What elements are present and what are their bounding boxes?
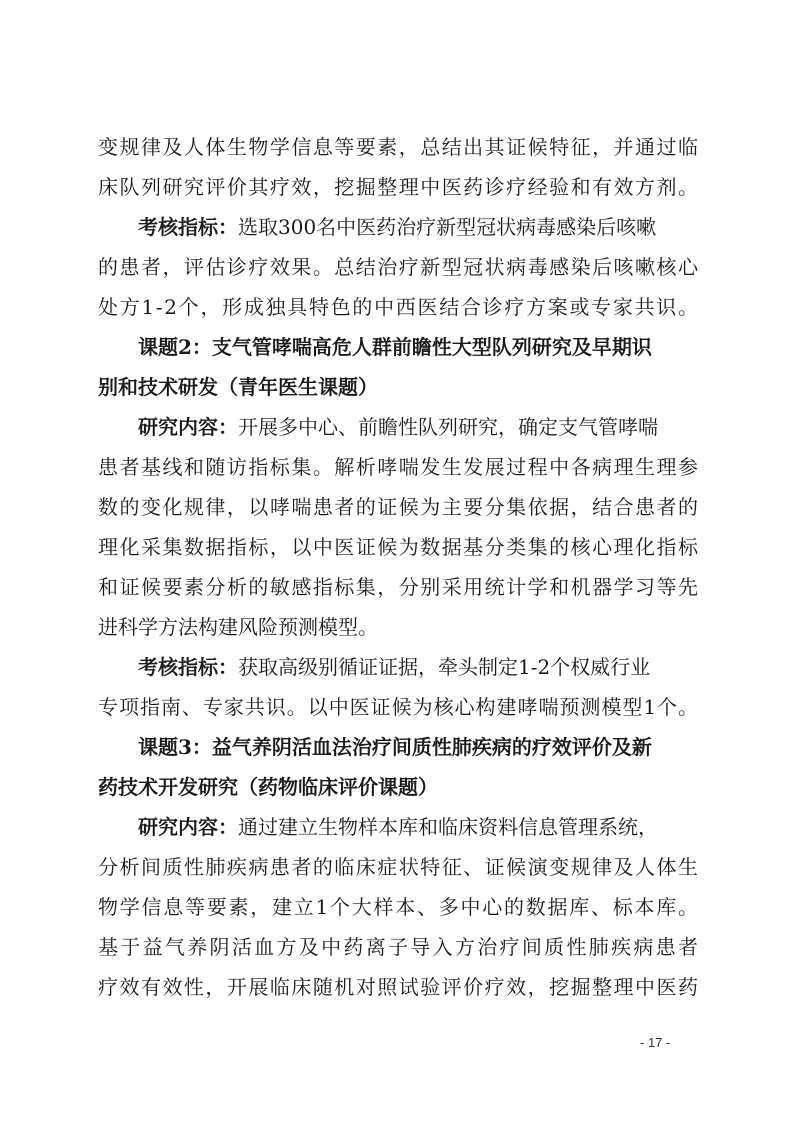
- paragraph-line: 患者基线和随访指标集。解析哮喘发生发展过程中各病理生理参: [98, 455, 700, 479]
- paragraph-line: 基于益气养阴活血方及中药离子导入方治疗间质性肺疾病患者: [98, 935, 701, 959]
- subject-heading: 药技术开发研究（药物临床评价课题）: [98, 775, 438, 799]
- paragraph-line: 专项指南、专家共识。以中医证候为核心构建哮喘预测模型1个。: [98, 695, 699, 719]
- section-label: 考核指标：: [138, 655, 238, 679]
- paragraph-line: 处方1-2个，形成独具特色的中西医结合诊疗方案或专家共识。: [98, 295, 700, 319]
- paragraph-line: 和证候要素分析的敏感指标集，分别采用统计学和机器学习等先: [98, 575, 700, 599]
- body-text: [98, 127, 701, 1007]
- paragraph-line: 床队列研究评价其疗效，挖掘整理中医药诊疗经验和有效方剂。: [98, 175, 700, 199]
- page-number: - 17 -: [640, 1035, 671, 1050]
- paragraph-line: 变规律及人体生物学信息等要素，总结出其证候特征，并通过临: [98, 135, 700, 159]
- paragraph-line: 数的变化规律，以哮喘患者的证候为主要分集依据，结合患者的: [98, 495, 700, 519]
- subject-heading: 课题2：支气管哮喘高危人群前瞻性大型队列研究及早期识: [138, 335, 652, 359]
- paragraph-line: 考核指标： 选取300名中医药治疗新型冠状病毒感染后咳嗽: [98, 207, 698, 247]
- subject-heading: 别和技术研发（青年医生课题）: [98, 375, 378, 399]
- paragraph-line: 疗效有效性，开展临床随机对照试验评价疗效，挖掘整理中医药: [98, 975, 700, 999]
- paragraph-line: 考核指标： 获取高级别循证证据，牵头制定1-2个权威行业: [98, 647, 698, 687]
- section-label: 考核指标：: [138, 215, 238, 239]
- subject-heading: 课题3：益气养阴活血法治疗间质性肺疾病的疗效评价及新: [138, 735, 652, 759]
- paragraph-line: 研究内容： 开展多中心、前瞻性队列研究，确定支气管哮喘: [98, 407, 698, 447]
- paragraph-line: 的患者，评估诊疗效果。总结治疗新型冠状病毒感染后咳嗽核心: [98, 255, 700, 279]
- paragraph-line: 物学信息等要素，建立1个大样本、多中心的数据库、标本库。: [98, 895, 700, 919]
- paragraph-line: 进科学方法构建风险预测模型。: [98, 615, 378, 639]
- paragraph-line: 理化采集数据指标，以中医证候为数据基分类集的核心理化指标: [98, 535, 700, 559]
- paragraph-line: 研究内容： 通过建立生物样本库和临床资料信息管理系统，: [98, 807, 698, 847]
- section-label: 研究内容：: [138, 415, 238, 439]
- section-label: 研究内容：: [138, 815, 238, 839]
- paragraph-line: 分析间质性肺疾病患者的临床症状特征、证候演变规律及人体生: [98, 855, 700, 879]
